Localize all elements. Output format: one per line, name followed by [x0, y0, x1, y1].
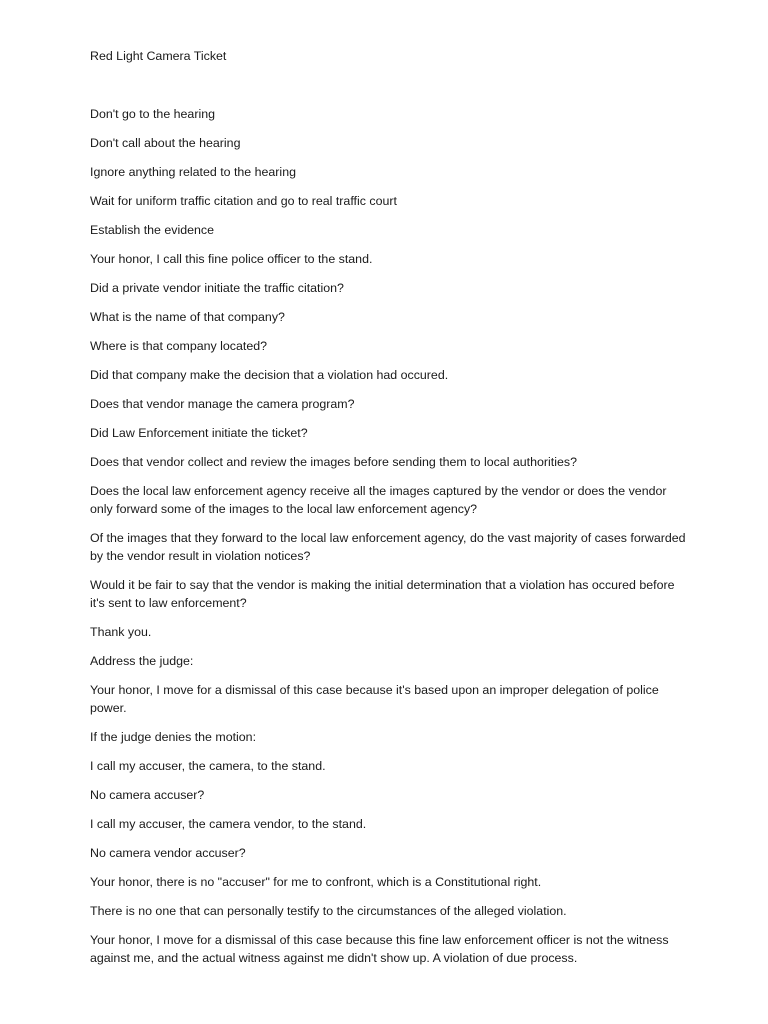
paragraph: Does the local law enforcement agency receive all the images captured by the vendor or does the vendor only forward some of the images to the local law enforcement agency? [90, 484, 667, 516]
paragraph: No camera accuser? [90, 788, 205, 802]
paragraph: Where is that company located? [90, 339, 268, 353]
paragraph: Establish the evidence [90, 223, 214, 237]
paragraph: No camera vendor accuser? [90, 846, 246, 860]
paragraph: I call my accuser, the camera vendor, to the stand. [90, 817, 367, 831]
paragraph: Your honor, I move for a dismissal of this case because it's based upon an improper delegation of police power. [90, 683, 659, 715]
document-title: Red Light Camera Ticket [90, 49, 227, 63]
paragraph: Would it be fair to say that the vendor is making the initial determination that a violation has occured before it's sent to law enforcement? [90, 578, 675, 610]
paragraph: Don't call about the hearing [90, 136, 241, 150]
paragraph: Of the images that they forward to the local law enforcement agency, do the vast majority of cases forwarded by the vendor result in violation notices? [90, 531, 686, 563]
paragraph: Don't go to the hearing [90, 107, 215, 121]
document-page [90, 47, 690, 978]
document-body [90, 105, 690, 967]
paragraph: Does that vendor collect and review the images before sending them to local authorities? [90, 455, 577, 469]
paragraph: What is the name of that company? [90, 310, 285, 324]
paragraph: Thank you. [90, 625, 152, 639]
paragraph: Ignore anything related to the hearing [90, 165, 296, 179]
paragraph: Does that vendor manage the camera program? [90, 397, 355, 411]
paragraph: I call my accuser, the camera, to the stand. [90, 759, 326, 773]
paragraph: Your honor, there is no "accuser" for me to confront, which is a Constitutional right. [90, 875, 542, 889]
paragraph: Wait for uniform traffic citation and go to real traffic court [90, 194, 397, 208]
paragraph: Address the judge: [90, 654, 194, 668]
paragraph: There is no one that can personally testify to the circumstances of the alleged violation. [90, 904, 567, 918]
paragraph: Did a private vendor initiate the traffic citation? [90, 281, 344, 295]
paragraph: Did that company make the decision that a violation had occured. [90, 368, 449, 382]
paragraph: Your honor, I call this fine police officer to the stand. [90, 252, 373, 266]
paragraph: If the judge denies the motion: [90, 730, 257, 744]
paragraph: Your honor, I move for a dismissal of this case because this fine law enforcement officer is not the witness against me, and the actual witness against me didn't show up. A violation of due process. [90, 933, 669, 965]
paragraph: Did Law Enforcement initiate the ticket? [90, 426, 308, 440]
